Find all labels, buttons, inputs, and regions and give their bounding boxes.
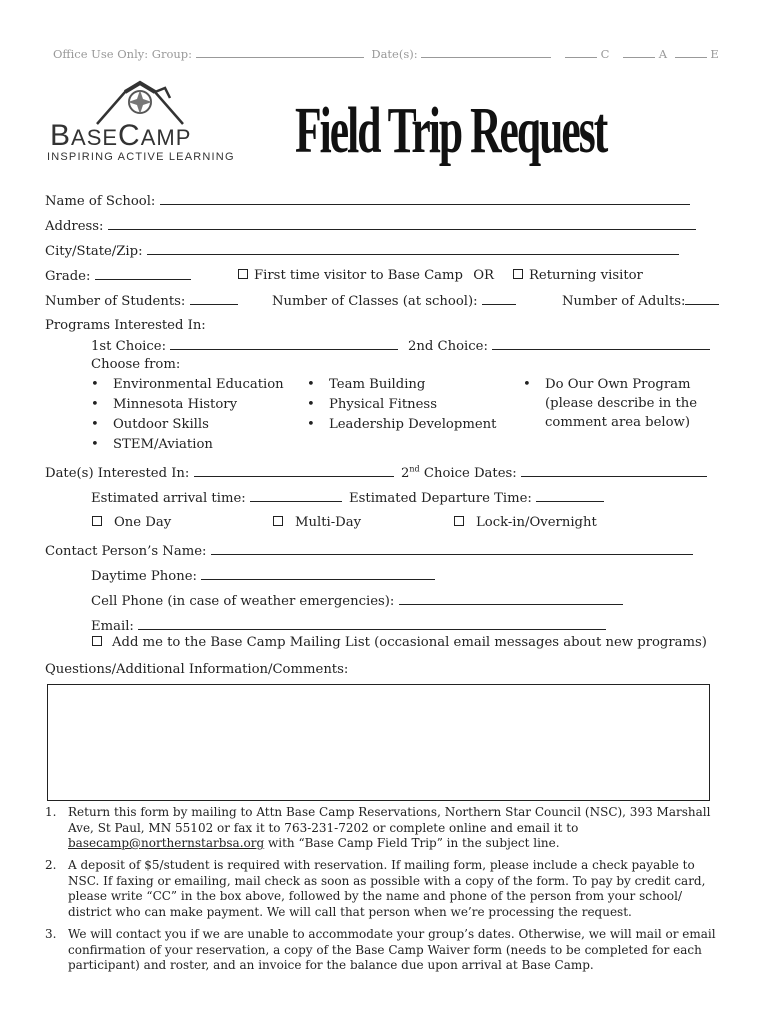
adults-row xyxy=(562,293,719,309)
second-suffix: Choice Dates: xyxy=(419,466,517,482)
or-label: OR xyxy=(473,268,494,283)
program-item-note: comment area below) xyxy=(545,415,690,430)
students-label: Number of Students: xyxy=(45,294,186,309)
dates-interested-field[interactable] xyxy=(194,465,394,477)
office-a-line xyxy=(623,48,655,58)
departure-label: Estimated Departure Time: xyxy=(349,491,532,506)
first-time-option[interactable] xyxy=(238,268,494,283)
address-row xyxy=(45,218,696,234)
second-dates-row xyxy=(401,465,707,481)
footnote-1 xyxy=(45,805,728,852)
footnote-3-number: 3. xyxy=(45,927,57,941)
multi-day-label: Multi-Day xyxy=(295,515,362,530)
choice2-field[interactable] xyxy=(492,338,710,350)
school-row xyxy=(45,193,690,209)
daytime-row xyxy=(91,568,435,584)
office-e-label: E xyxy=(710,47,719,61)
contact-name-label: Contact Person’s Name: xyxy=(45,544,207,559)
office-dates-line xyxy=(421,48,551,58)
choose-from-label: Choose from: xyxy=(91,357,181,372)
basecamp-logo-text xyxy=(50,119,191,153)
departure-row xyxy=(349,490,604,506)
email-field[interactable] xyxy=(138,618,606,630)
school-label: Name of School: xyxy=(45,194,156,209)
choice1-field[interactable] xyxy=(170,338,398,350)
logo-letters-amp: AMP xyxy=(140,125,192,150)
contact-name-field[interactable] xyxy=(211,543,693,555)
arrival-field[interactable] xyxy=(250,490,342,502)
lockin-option[interactable] xyxy=(454,515,597,530)
address-field[interactable] xyxy=(108,218,696,230)
logo-letter-c: C xyxy=(118,119,141,152)
footnote-3 xyxy=(45,927,728,974)
second-dates-label xyxy=(401,466,517,481)
office-group-line xyxy=(196,48,364,58)
adults-label: Number of Adults: xyxy=(562,294,686,309)
city-label: City/State/Zip: xyxy=(45,244,143,259)
grade-row xyxy=(45,268,191,284)
footnote-2-text: A deposit of $5/student is required with reservation. If mailing form, please include a check payable to NSC. If faxing or emailing, mail check as soon as possible with a copy of the form. To pay by credit card, please write “CC” in the box above, followed by the name and phone of the person from your school/ district who can make payment. We will call that person when we’re processing the request. xyxy=(68,858,706,919)
email-label: Email: xyxy=(91,619,134,634)
classes-field[interactable] xyxy=(482,293,516,305)
footnote-1-text-end: with “Base Camp Field Trip” in the subject line. xyxy=(264,836,560,850)
contact-name-row xyxy=(45,543,693,559)
address-label: Address: xyxy=(45,219,104,234)
choice1-row xyxy=(91,338,398,354)
city-row xyxy=(45,243,679,259)
office-group-label: Office Use Only: Group: xyxy=(53,47,193,61)
returning-checkbox[interactable] xyxy=(513,269,523,279)
first-time-checkbox[interactable] xyxy=(238,269,248,279)
multi-day-checkbox[interactable] xyxy=(273,516,283,526)
page-title: Field Trip Request xyxy=(295,94,607,167)
daytime-field[interactable] xyxy=(201,568,435,580)
daytime-label: Daytime Phone: xyxy=(91,569,197,584)
footnote-1-email-link[interactable]: basecamp@northernstarbsa.org xyxy=(68,836,265,850)
comments-label: Questions/Additional Information/Comments: xyxy=(45,662,349,677)
dates-interested-row xyxy=(45,465,394,481)
classes-label: Number of Classes (at school): xyxy=(272,294,478,309)
office-dates-label: Date(s): xyxy=(371,47,418,61)
city-field[interactable] xyxy=(147,243,679,255)
office-c-label: C xyxy=(600,47,610,61)
mailing-list-checkbox[interactable] xyxy=(92,636,102,646)
second-prefix: 2 xyxy=(401,466,410,482)
first-time-label: First time visitor to Base Camp xyxy=(254,268,463,283)
program-item: • Environmental Education xyxy=(113,377,284,392)
email-row xyxy=(91,618,606,634)
cell-label: Cell Phone (in case of weather emergencies): xyxy=(91,594,395,609)
program-item: • STEM/Aviation xyxy=(113,437,213,452)
one-day-option[interactable] xyxy=(92,515,171,530)
logo-letter-b: B xyxy=(50,119,72,152)
cell-row xyxy=(91,593,623,609)
footnote-1-text: Return this form by mailing to Attn Base Camp Reservations, Northern Star Council (NSC), 393 Marshall Ave, St Paul, MN 55102 or fax it to 763-231-7202 or complete online and email it to xyxy=(68,805,711,835)
choice2-label: 2nd Choice: xyxy=(408,339,488,354)
second-dates-field[interactable] xyxy=(521,465,707,477)
returning-label: Returning visitor xyxy=(529,268,643,283)
footnote-1-number: 1. xyxy=(45,805,57,819)
office-e-line xyxy=(675,48,707,58)
choice1-label: 1st Choice: xyxy=(91,339,167,354)
office-use-row xyxy=(53,47,719,61)
school-field[interactable] xyxy=(160,193,690,205)
lockin-label: Lock-in/Overnight xyxy=(476,515,597,530)
program-item: • Outdoor Skills xyxy=(113,417,209,432)
mailing-list-label: Add me to the Base Camp Mailing List (occasional email messages about new programs) xyxy=(112,635,707,650)
program-item: • Minnesota History xyxy=(113,397,237,412)
second-sup: nd xyxy=(409,465,420,474)
adults-field[interactable] xyxy=(685,293,719,305)
one-day-label: One Day xyxy=(114,515,172,530)
program-item: • Team Building xyxy=(329,377,425,392)
one-day-checkbox[interactable] xyxy=(92,516,102,526)
logo-tagline: INSPIRING ACTIVE LEARNING xyxy=(47,151,235,163)
office-c-line xyxy=(565,48,597,58)
programs-label: Programs Interested In: xyxy=(45,318,206,333)
footnote-3-text: We will contact you if we are unable to accommodate your group’s dates. Otherwise, we will mail or email confirmation of your reservation, a copy of the Base Camp Waiver form (needs to be completed for each participant) and roster, and an invoice for the balance due upon arrival at Base Camp. xyxy=(68,927,716,972)
arrival-row xyxy=(91,490,342,506)
departure-field[interactable] xyxy=(536,490,604,502)
comments-box[interactable] xyxy=(47,684,710,801)
lockin-checkbox[interactable] xyxy=(454,516,464,526)
program-item: • Do Our Own Program xyxy=(545,377,691,392)
students-row xyxy=(45,293,238,309)
students-field[interactable] xyxy=(190,293,238,305)
choice2-row xyxy=(408,338,710,354)
logo-letters-ase: ASE xyxy=(71,125,119,150)
footnote-2 xyxy=(45,858,728,920)
dates-interested-label: Date(s) Interested In: xyxy=(45,466,190,481)
cell-field[interactable] xyxy=(399,593,623,605)
program-item: • Leadership Development xyxy=(329,417,496,432)
footnote-2-number: 2. xyxy=(45,858,57,872)
mailing-list-option[interactable] xyxy=(92,635,707,650)
program-item-note: (please describe in the xyxy=(545,396,698,411)
returning-option[interactable] xyxy=(513,268,643,283)
grade-field[interactable] xyxy=(95,268,191,280)
grade-label: Grade: xyxy=(45,269,91,284)
office-a-label: A xyxy=(658,47,668,61)
multi-day-option[interactable] xyxy=(273,515,361,530)
arrival-label: Estimated arrival time: xyxy=(91,491,246,506)
classes-row xyxy=(272,293,516,309)
program-item: • Physical Fitness xyxy=(329,397,437,412)
